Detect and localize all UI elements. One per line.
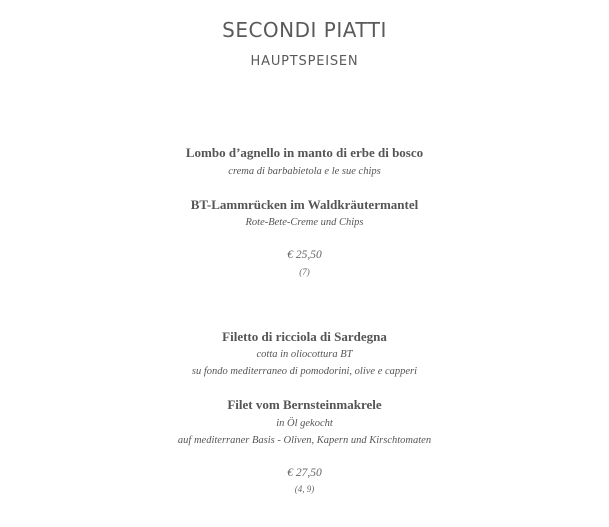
dish-price: € 25,50 [287,249,322,261]
dish-price: € 27,50 [287,467,322,479]
dish-name-de: BT-Lammrücken im Waldkräutermantel [190,197,419,212]
dish-name-it: Filetto di ricciola di Sardegna [222,329,387,344]
dish-description-de: Rote-Bete-Creme und Chips [245,217,364,228]
dish-allergens: (4, 9) [294,484,315,494]
dish-name-de: Filet vom Bernsteinmakrele [227,397,382,412]
section-title: SECONDI PIATTI [222,18,387,42]
section-subtitle: HAUPTSPEISEN [250,54,359,69]
dish-description-de: auf mediterraner Basis - Oliven, Kapern und Kirschtomaten [177,435,432,446]
dish-allergens: (7) [299,267,310,277]
dish-description-it: su fondo mediterraneo di pomodorini, olive e capperi [191,366,418,377]
dish-description-de: in Öl gekocht [276,418,333,429]
dish-name-it: Lombo d’agnello in manto di erbe di bosco [185,145,424,160]
dish-description-it: cotta in oliocottura BT [256,349,353,360]
dish-description-it: crema di barbabietola e le sue chips [228,166,381,177]
